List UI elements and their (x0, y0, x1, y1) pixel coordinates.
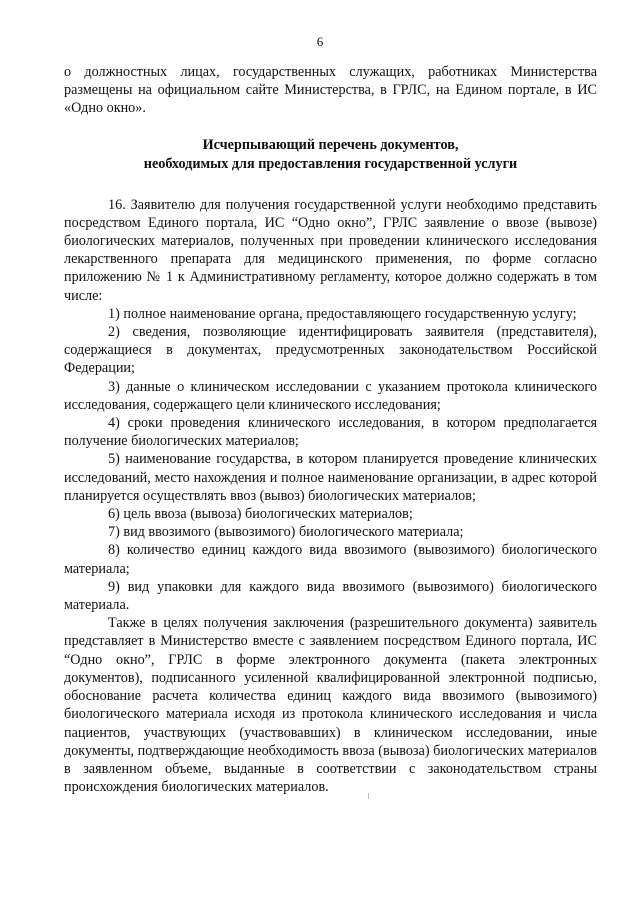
list-item: 4) сроки проведения клинического исследования, в котором предполагается получение биологических материалов; (64, 415, 597, 450)
list-item: 2) сведения, позволяющие идентифицировать заявителя (представителя), содержащиеся в документах, предусмотренных законодательством Российской Федерации; (64, 324, 597, 377)
closing-paragraph: Также в целях получения заключения (разрешительного документа) заявитель представляет в Министерство вместе с заявлением посредством Единого портала, ИС “Одно окно”, ГРЛС в форме электронного документа (пакета электронных документов), подписанного усиленной квалифицированной электронной подписью, обоснование расчета количества единиц каждого вида ввозимого (вывозимого) биологического материала исходя из протокола клинического исследования и числа пациентов, участвующих (участвовавших) в клиническом исследовании, иные документы, подтверждающие необходимость ввоза (вывоза) биологических материалов в заявленном объеме, выданные в соответствии с законодательством страны происхождения биологических материалов. (64, 615, 597, 796)
section-heading-line-1: Исчерпывающий перечень документов, (202, 136, 459, 153)
section-heading-line-2: необходимых для предоставления государственной услуги (143, 155, 518, 172)
scan-mark (368, 793, 369, 799)
list-item: 8) количество единиц каждого вида ввозимого (вывозимого) биологического материала; (64, 542, 597, 577)
list-item: 9) вид упаковки для каждого вида ввозимого (вывозимого) биологического материала. (64, 578, 597, 614)
list-item: 3) данные о клиническом исследовании с указанием протокола клинического исследования, содержащего цели клинического исследования; (64, 378, 597, 413)
intro-paragraph: о должностных лицах, государственных служащих, работниках Министерства размещены на официальном сайте Министерства, в ГРЛС, на Едином портале, в ИС «Одно окно». (64, 64, 597, 117)
section-heading (64, 136, 597, 174)
requirements-list (64, 305, 597, 614)
list-item: 5) наименование государства, в котором планируется проведение клинических исследований, место нахождения и полное наименование организации, в адрес которой планируется осуществлять ввоз (вывоз) биологических материалов; (64, 451, 597, 504)
document-body (64, 63, 597, 796)
list-item: 6) цель ввоза (вывоза) биологических материалов; (108, 506, 413, 523)
paragraph-16: 16. Заявителю для получения государственной услуги необходимо представить посредством Единого портала, ИС “Одно окно”, ГРЛС заявление о ввозе (вывозе) биологических материалов, полученных при проведении клинического исследования лекарственного препарата для медицинского применения, по форме согласно приложению № 1 к Административному регламенту, которое должно содержать в том числе: (64, 196, 597, 304)
list-item: 7) вид ввозимого (вывозимого) биологического материала; (108, 524, 464, 541)
page-number: 6 (316, 34, 324, 49)
list-item: 1) полное наименование органа, предоставляющего государственную услугу; (108, 305, 577, 322)
